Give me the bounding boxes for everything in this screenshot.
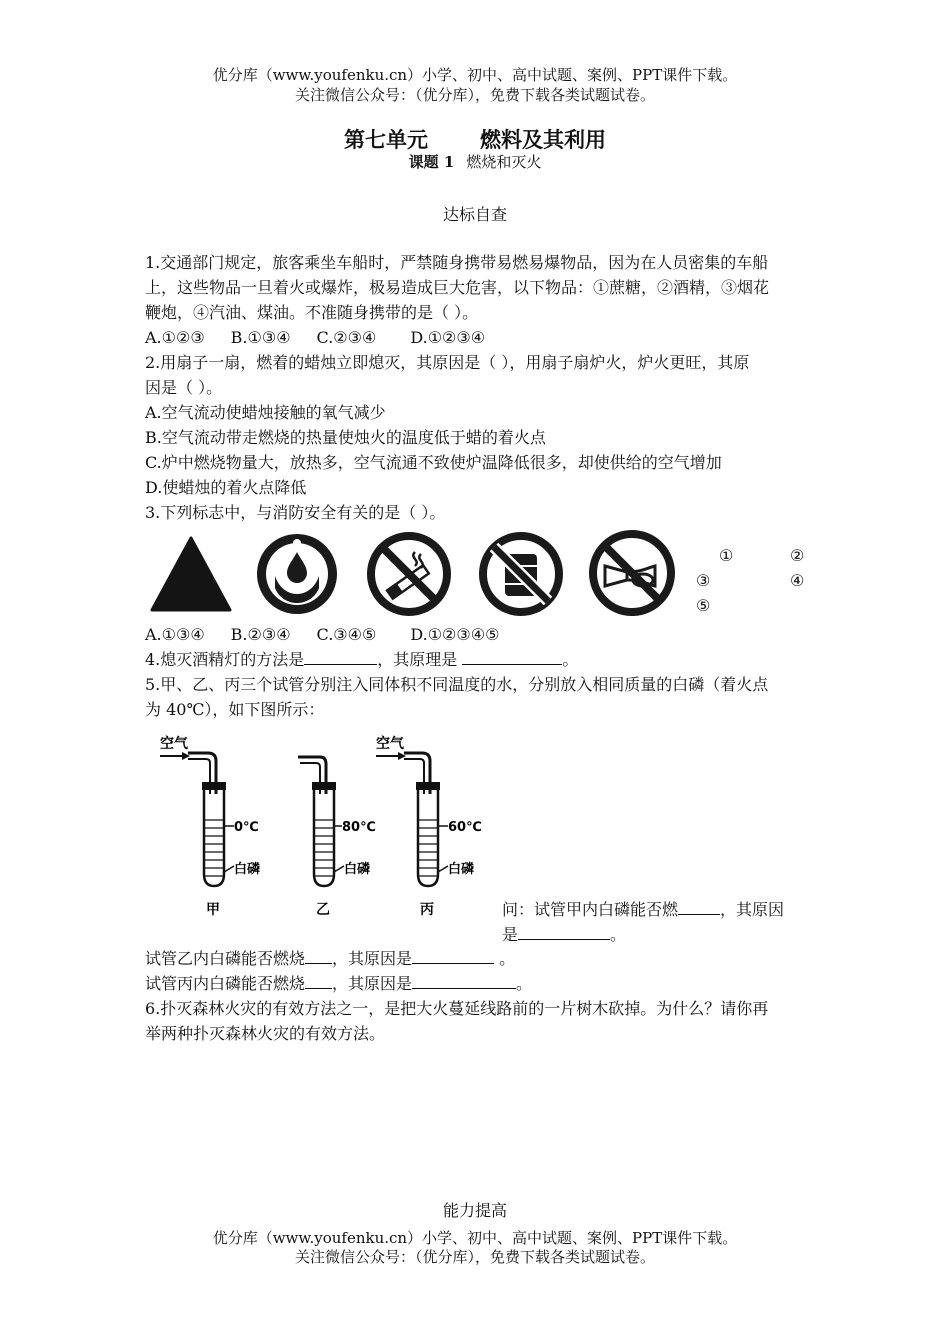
q3-option-b: B.②③④ <box>230 625 291 644</box>
sign-label-4: ④ <box>790 571 805 590</box>
q6-line-1: 6.扑灭森林火灾的有效方法之一，是把大火蔓延线路前的一片树木砍掉。为什么？请你再 <box>145 999 769 1018</box>
q5-bing-line <box>145 971 810 996</box>
q3-option-d: D.①②③④⑤ <box>410 625 500 644</box>
phosphorus-label-bing: 白磷 <box>448 862 475 877</box>
q5-ask-text-1: 问：试管甲内白磷能否燃 <box>502 900 679 919</box>
q5-yi-text-2: ，其原因是 <box>332 949 413 968</box>
sign-label-3: ③ <box>696 571 711 590</box>
q2-option-c: C.炉中燃烧物量大，放热多，空气流通不致使炉温降低很多，却使供给的空气增加 <box>145 453 722 472</box>
q4-text-3: 。 <box>562 650 579 669</box>
q4-blank-principle[interactable] <box>462 647 562 665</box>
q2-option-a: A.空气流动使蜡烛接触的氧气减少 <box>145 403 386 422</box>
q1-line-2: 上，这些物品一旦着火或爆炸，极易造成巨大危害，以下物品：①蔗糖，②酒精，③烟花 <box>145 278 770 297</box>
header-line-1: 优分库（www.youfenku.cn）小学、初中、高中试题、案例、PPT课件下载。 <box>212 66 738 84</box>
temp-yi: 80℃ <box>342 820 376 835</box>
q3-options <box>145 622 810 647</box>
tube-yi <box>298 757 376 918</box>
q5-yi-text-3: 。 <box>494 949 516 968</box>
q5-ask-text-3: 是 <box>502 925 519 944</box>
q5-blank-yi-can[interactable] <box>305 946 332 964</box>
q5-blank-jia-can[interactable] <box>678 897 720 915</box>
q5-bing-text-2: ，其原因是 <box>332 974 413 993</box>
q2-option-d: D.使蜡烛的着火点降低 <box>145 478 307 497</box>
q4-blank-method[interactable] <box>304 647 377 665</box>
section-heading-1: 达标自查 <box>442 205 507 224</box>
q5-blank-jia-reason[interactable] <box>518 922 610 940</box>
temp-bing: 60℃ <box>448 820 482 835</box>
header-line-2: 关注微信公众号：（优分库），免费下载各类试题试卷。 <box>294 86 655 104</box>
phosphorus-label-jia: 白磷 <box>234 862 261 877</box>
air-label-jia: 空气 <box>160 736 188 752</box>
warning-triangle-icon <box>149 534 233 614</box>
sign-label-2: ② <box>790 546 805 565</box>
q5-yi-text-1: 试管乙内白磷能否燃烧 <box>145 949 306 968</box>
q5-line-1: 5.甲、乙、丙三个试管分别注入同体积不同温度的水，分别放入相同质量的白磷（着火点 <box>145 675 769 694</box>
q5-ask-text-2: ，其原因 <box>720 900 785 919</box>
q4-text-2: ，其原理是 <box>377 650 463 669</box>
q5-yi-line <box>145 946 810 971</box>
q4-line <box>145 647 810 672</box>
tube-name-yi: 乙 <box>316 902 330 918</box>
q5-blank-yi-reason[interactable] <box>412 946 494 964</box>
sign-label-1: ① <box>719 546 734 565</box>
page-title <box>0 124 950 154</box>
section-heading-2: 能力提高 <box>442 1201 507 1220</box>
temp-jia: 0℃ <box>234 820 259 835</box>
air-label-bing: 空气 <box>376 736 404 752</box>
sign-label-5: ⑤ <box>696 596 711 615</box>
phosphorus-label-yi: 白磷 <box>344 862 371 877</box>
q2-line-2: 因是（ ）。 <box>145 378 223 397</box>
title-unit: 第七单元 <box>344 128 428 152</box>
question-block-1 <box>145 250 810 525</box>
q6-line-2: 举两种扑灭森林火灾的有效方法。 <box>145 1024 386 1043</box>
q5-line-2: 为 40℃），如下图所示： <box>145 700 325 719</box>
q3-option-a: A.①③④ <box>145 625 205 644</box>
no-smoking-icon <box>365 530 453 618</box>
question-block-2 <box>145 622 810 722</box>
q5-blank-bing-can[interactable] <box>305 971 332 989</box>
no-oil-barrel-icon <box>477 530 565 618</box>
q4-text-1: 4.熄灭酒精灯的方法是 <box>145 650 305 669</box>
tube-bing <box>376 735 482 918</box>
water-drop-sign-icon <box>253 530 341 618</box>
q1-options <box>145 325 810 350</box>
q1-line-1: 1.交通部门规定，旅客乘坐车船时，严禁随身携带易燃易爆物品，因为在人员密集的车船 <box>145 253 769 272</box>
title-name: 燃料及其利用 <box>480 128 606 152</box>
question-block-3 <box>145 946 810 1046</box>
q2-line-1: 2.用扇子一扇，燃着的蜡烛立即熄灭，其原因是（ ），用扇子扇炉火，炉火更旺，其原 <box>145 353 750 372</box>
q1-option-a: A.①②③ <box>145 328 205 347</box>
q2-option-b: B.空气流动带走燃烧的热量使烛火的温度低于蜡的着火点 <box>145 428 546 447</box>
footer-line-2: 关注微信公众号：（优分库），免费下载各类试题试卷。 <box>294 1248 655 1266</box>
q5-bing-text-1: 试管丙内白磷能否燃烧 <box>145 974 306 993</box>
subtitle-lesson: 课题 1 <box>408 153 455 171</box>
q5-question-jia <box>502 897 810 947</box>
tube-jia <box>160 735 260 918</box>
q3-stem: 3.下列标志中，与消防安全有关的是（ ）。 <box>145 503 446 522</box>
no-horn-icon <box>587 528 677 618</box>
q1-option-d: D.①②③④ <box>410 328 486 347</box>
test-tube-figure <box>150 734 490 920</box>
tube-name-jia: 甲 <box>206 902 220 918</box>
q3-option-c: C.③④⑤ <box>316 625 377 644</box>
q5-bing-text-3: 。 <box>516 974 533 993</box>
q1-option-c: C.②③④ <box>316 328 377 347</box>
q5-blank-bing-reason[interactable] <box>412 971 516 989</box>
q5-ask-text-4: 。 <box>610 925 627 944</box>
safety-signs-row <box>145 528 810 620</box>
q1-option-b: B.①③④ <box>230 328 291 347</box>
q1-line-3: 鞭炮，④汽油、煤油。不准随身携带的是（ ）。 <box>145 303 479 322</box>
subtitle-name: 燃烧和灭火 <box>466 153 542 171</box>
tube-name-bing: 丙 <box>420 902 434 918</box>
page-subtitle <box>0 151 950 172</box>
footer-line-1: 优分库（www.youfenku.cn）小学、初中、高中试题、案例、PPT课件下载。 <box>212 1229 738 1247</box>
